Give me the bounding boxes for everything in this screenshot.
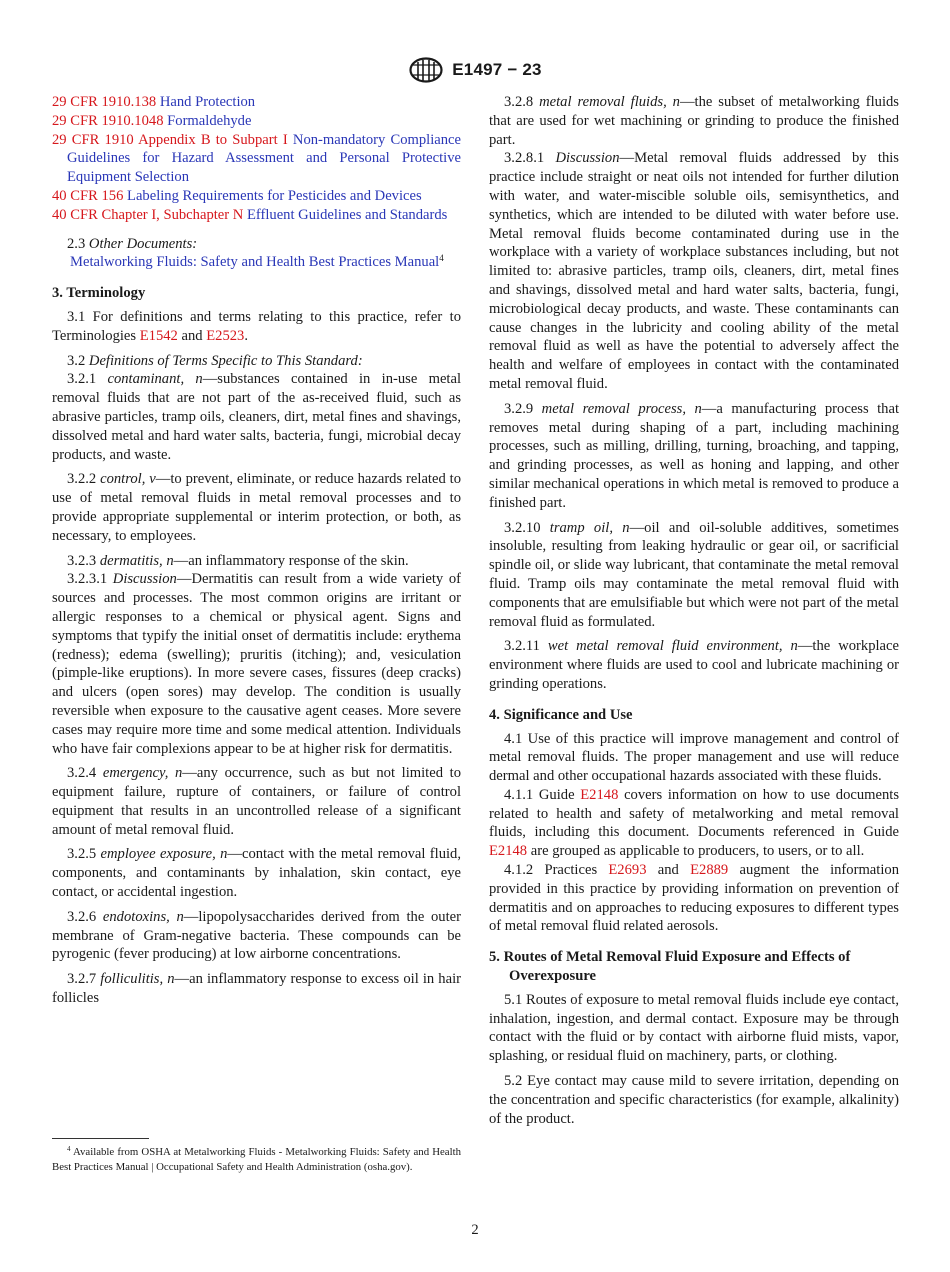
reference-item [52, 131, 461, 187]
section-2-3: 2.3 Other Documents: [67, 235, 198, 252]
reference-title[interactable]: Non-mandatory Compliance Guidelines for Hazard Assessment and Personal Protective Equipment Selection [67, 131, 462, 186]
def-3-2-3: 3.2.3 dermatitis, n—an inflammatory response of the skin. [67, 552, 409, 569]
para-4-1-2: 4.1.2 Practices E2693 and E2889 augment the information provided in this practice by providing information on prevention of dermatitis and on approaches to reducing exposures to different types of metal removal fluid related aerosols. [489, 862, 899, 935]
other-document-link [52, 253, 461, 272]
reference-code[interactable]: 29 CFR 1910.1048 [52, 112, 164, 129]
reference-item [52, 206, 461, 225]
document-id: E1497 − 23 [452, 59, 542, 79]
section-heading-routes: 5. Routes of Metal Removal Fluid Exposure and Effects of Overexposure [489, 949, 851, 985]
section-heading-significance: 4. Significance and Use [489, 706, 633, 723]
footnote-ref: 4 [439, 253, 444, 264]
ref-link-e1542[interactable]: E1542 [139, 327, 178, 344]
def-3-2-1: 3.2.1 contaminant, n—substances contained in in-use metal removal fluids that are not part of the as-received fluid, such as abrasive particles, tramp oils, cleaners, dirt, metal fines and shavings, dissolved metal and hard water salts, bacteria, fungi, microbial decay products, and waste. [52, 371, 462, 463]
para-5-1: 5.1 Routes of exposure to metal removal fluids include eye contact, inhalation, ingestion, and dermal contact. Exposure may be through contact with the fluid or by contact with airborne fluid mists, vapor, splashing, or residual fluid on machinery, parts, or clothing. [489, 991, 899, 1065]
footnote: $^4$ Available from OSHA at Metalworking Fluids - Metalworking Fluids: Safety and Health Best Practices Manual | Occupational Safety and Health Administration (osha.gov). [52, 1145, 461, 1173]
ref-link-e2148[interactable]: E2148 [580, 786, 619, 803]
ref-link-e2889[interactable]: E2889 [690, 862, 729, 879]
manual-link[interactable]: Metalworking Fluids: Safety and Health Best Practices Manual [70, 254, 440, 271]
para-3-1: 3.1 For definitions and terms relating to this practice, refer to Terminologies E1542 and E2523. [52, 308, 461, 344]
reference-title[interactable]: Labeling Requirements for Pesticides and Devices [127, 187, 422, 204]
reference-code[interactable]: 29 CFR 1910.138 [52, 94, 157, 110]
para-4-1: 4.1 Use of this practice will improve management and control of metal removal fluids. The proper management and use will reduce dermal and other occupational hazards associated with these fluids. [489, 730, 899, 785]
def-3-2-10: 3.2.10 tramp oil, n—oil and oil-soluble additives, sometimes insoluble, resulting from leaking hydraulic or gear oil, or sacrificial spindle oil, or slide way lubricant, that contaminate the metal removal fluid. Tramp oils may contaminate the metal removal fluid with components that are emulsifiable but which were not part of the metal removal fluid as formulated. [489, 519, 899, 630]
def-3-2-7: 3.2.7 folliculitis, n—an inflammatory response to excess oil in hair follicles [52, 971, 461, 1007]
reference-code[interactable]: 40 CFR 156 [52, 187, 124, 204]
reference-item [52, 93, 461, 112]
def-3-2-4: 3.2.4 emergency, n—any occurrence, such as but not limited to equipment failure, rupture of containers, or failure of control equipment that results in an uncontrolled release of a significant amount of metal removal fluid. [52, 765, 462, 838]
page-number: 2 [471, 1222, 479, 1238]
para-5-2: 5.2 Eye contact may cause mild to severe irritation, depending on the concentration and specific characteristics (for example, alkalinity) of the product. [489, 1073, 899, 1127]
reference-item [52, 187, 461, 206]
right-column [489, 93, 899, 1128]
astm-logo-icon [408, 56, 444, 84]
section-heading-terminology: 3. Terminology [52, 285, 146, 302]
def-3-2-6: 3.2.6 endotoxins, n—lipopolysaccharides derived from the outer membrane of Gram-negative bacteria. These compounds can be pyrogenic (fever producing) at low airborne concentrations. [52, 908, 461, 963]
def-3-2-2: 3.2.2 control, v—to prevent, eliminate, or reduce hazards related to use of metal removal fluids in metal removal processes and to provide appropriate supplemental or interim protection, or both, as necessary, to employees. [52, 471, 462, 544]
footnote-divider [52, 1138, 149, 1139]
reference-title[interactable]: Effluent Guidelines and Standards [246, 206, 448, 223]
reference-item [52, 112, 461, 131]
ref-link-e2148-2[interactable]: E2148 [489, 843, 528, 860]
reference-code[interactable]: 40 CFR Chapter I, Subchapter N [52, 206, 244, 223]
def-3-2-11: 3.2.11 wet metal removal fluid environment, n—the workplace environment where fluids are used to cool and lubricate machining or grinding operations. [489, 638, 899, 692]
para-3-2: 3.2 Definitions of Terms Specific to This Standard: [67, 352, 363, 369]
reference-title[interactable]: Hand Protection [159, 94, 256, 110]
def-3-2-8: 3.2.8 metal removal fluids, n—the subset of metalworking fluids that are used for wet machining or grinding to produce the finished part. [489, 94, 899, 148]
left-column [52, 93, 461, 1008]
reference-code[interactable]: 29 CFR 1910 Appendix B to Subpart I [52, 131, 288, 148]
def-3-2-8-1: 3.2.8.1 Discussion—Metal removal fluids addressed by this practice include straight or neat oils not intended for further dilution with water, and water-miscible soluble oils, semisynthetics, and synthetics, which are intended to be diluted with water before use. Metal removal fluids become contaminated during use in the workplace with a variety of workplace substances including, but not limited to: abrasive particles, tramp oils, cleaners, dirt, metal fines and shavings, dissolved metal and hard water salts, bacteria, fungi, microbiological decay products, and waste. These contaminants can cause changes in the lubricity and cooling ability of the metal removal fluid as well as have the potential to adversely affect the health and welfare of employees in contact with the contaminated metal removal fluid. [489, 150, 899, 392]
para-4-1-1: 4.1.1 Guide E2148 covers information on how to use documents related to health and safety of metalworking and metal removal fluids, including this document. Documents referenced in Guide E2148 are grouped as applicable to producers, to users, or to all. [489, 786, 899, 860]
ref-link-e2693[interactable]: E2693 [608, 862, 647, 879]
def-3-2-5: 3.2.5 employee exposure, n—contact with the metal removal fluid, components, and contaminants by inhalation, skin contact, eye contact, or accidental ingestion. [52, 846, 462, 901]
reference-title[interactable]: Formaldehyde [167, 112, 252, 129]
ref-link-e2523[interactable]: E2523 [206, 327, 245, 344]
page-header [0, 56, 950, 84]
def-3-2-9: 3.2.9 metal removal process, n—a manufacturing process that removes metal during shaping of a part, including machining processes, such as milling, drilling, turning, broaching, and tapping, and grinding processes, as well as honing and lapping, and other similar mechanical operations in which metal is removed to produce a finished part. [489, 400, 900, 511]
def-3-2-3-1: 3.2.3.1 Discussion—Dermatitis can result from a wide variety of sources and processes. The most common origins are irritant or allergic responses to a chemical or physical agent. Signs and symptoms that typify the initial onset of dermatitis include: erythema (redness); edema (swelling); pruritis (itching); and, vesiculation (pimple-like eruptions). In more severe cases, fissures (deep cracks) and ulcers (open sores) may develop. The condition is usually reversible when exposure to the causative agent ceases. More severe cases may require more time and some medical attention. Individuals who have fair complexions appear to be at higher risk for dermatitis. [52, 571, 461, 757]
